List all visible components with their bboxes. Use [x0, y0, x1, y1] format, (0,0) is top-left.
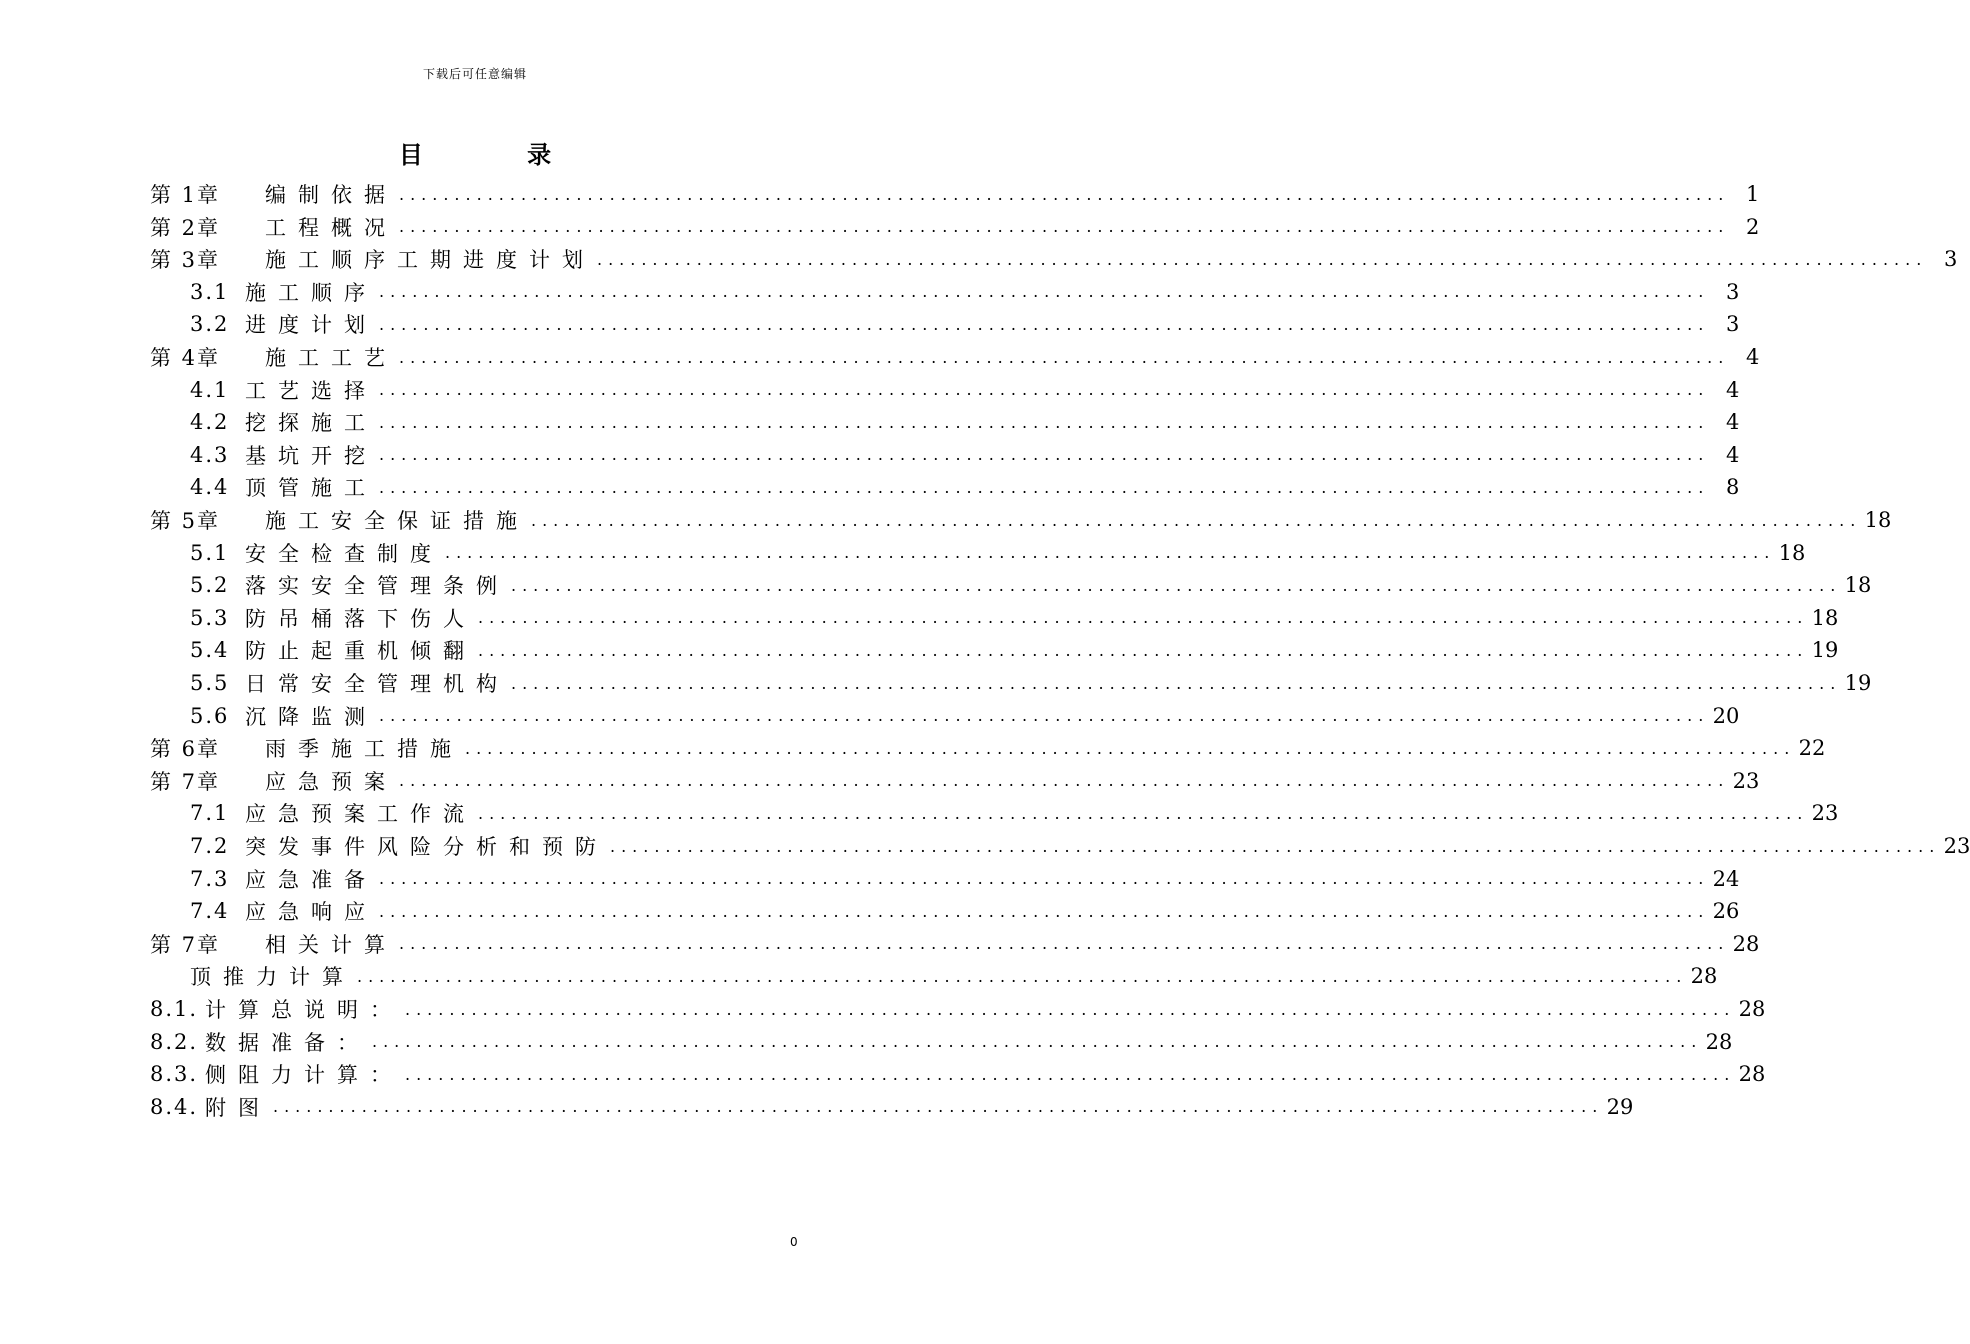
toc-leader-dots: ........................................................................................................................	[511, 575, 1842, 595]
toc-entry[interactable]	[190, 863, 1740, 895]
toc-entry-page: 3	[1943, 247, 1958, 272]
toc-entry-page: 19	[1811, 638, 1839, 663]
toc-entry-number: 7.2	[190, 834, 230, 858]
toc-entry-label: 应急响应	[245, 900, 377, 925]
page-number: 0	[790, 1235, 798, 1249]
toc-leader-dots: ........................................................................................................................	[405, 999, 1736, 1019]
toc-entry-number: 第 7章	[150, 932, 221, 957]
toc-entry[interactable]	[150, 732, 1826, 764]
toc-entry-label: 应急预案工作流	[245, 802, 476, 827]
toc-entry-page: 28	[1690, 964, 1718, 989]
toc-leader-dots: ........................................................................................................................	[531, 510, 1862, 530]
toc-leader-dots: ........................................................................................................................	[399, 217, 1730, 237]
toc-entry[interactable]	[150, 341, 1760, 373]
toc-entry-number: 第 1章	[150, 183, 221, 207]
toc-entry-label: 日常安全管理机构	[245, 672, 509, 696]
toc-leader-dots: ........................................................................................................................	[379, 445, 1710, 465]
toc-leader-dots: ........................................................................................................................	[372, 1032, 1703, 1052]
toc-entry[interactable]	[190, 569, 1872, 601]
toc-entry-number: 4.3	[190, 442, 230, 467]
toc-entry-label: 顶推力计算	[190, 965, 355, 990]
toc-entry[interactable]	[190, 374, 1740, 406]
toc-entry-label: 防止起重机倾翻	[245, 639, 476, 664]
toc-entry-label: 沉降监测	[245, 704, 377, 729]
toc-entry[interactable]	[190, 700, 1740, 732]
toc-entry-page: 4	[1725, 377, 1740, 402]
toc-leader-dots: ........................................................................................................................	[399, 934, 1730, 954]
toc-entry[interactable]	[150, 243, 1958, 275]
toc-leader-dots: ........................................................................................................................	[379, 412, 1710, 432]
toc-entry-page: 3	[1725, 312, 1740, 337]
toc-entry-label: 侧阻力计算：	[205, 1063, 403, 1088]
toc-entry-label: 安全检查制度	[245, 541, 443, 566]
toc-entry-page: 26	[1712, 899, 1740, 924]
toc-entry-label: 工艺选择	[245, 378, 377, 403]
toc-entry[interactable]	[190, 634, 1839, 666]
toc-entry-number: 4.4	[190, 475, 230, 500]
toc-entry[interactable]	[150, 1026, 1733, 1058]
toc-entry-label: 基坑开挖	[245, 443, 377, 468]
toc-entry-page: 4	[1745, 345, 1760, 369]
toc-entry[interactable]	[190, 830, 1970, 862]
toc-entry[interactable]	[150, 178, 1760, 210]
toc-entry[interactable]	[190, 895, 1740, 927]
toc-entry[interactable]	[150, 1058, 1766, 1090]
toc-entry-page: 28	[1738, 997, 1766, 1021]
toc-entry-number: 4.1	[190, 377, 230, 402]
toc-entry-label: 进度计划	[245, 313, 377, 338]
toc-entry-page: 23	[1943, 834, 1970, 858]
toc-entry-page: 3	[1725, 279, 1740, 304]
toc-entry-page: 20	[1712, 703, 1740, 728]
toc-entry-number: 第 4章	[150, 346, 221, 370]
toc-entry-page: 18	[1778, 540, 1806, 565]
toc-entry[interactable]	[150, 993, 1766, 1025]
toc-leader-dots: ........................................................................................................................	[405, 1064, 1736, 1084]
toc-entry-label: 落实安全管理条例	[245, 574, 509, 599]
toc-entry[interactable]	[150, 765, 1760, 797]
toc-leader-dots: ........................................................................................................................	[379, 477, 1710, 497]
toc-entry-number: 5.2	[190, 573, 230, 598]
toc-entry[interactable]	[190, 406, 1740, 438]
toc-entry[interactable]	[190, 439, 1740, 471]
toc-entry-number: 5.1	[190, 540, 230, 565]
toc-entry-number: 7.4	[190, 899, 230, 924]
toc-entry-label: 顶管施工	[245, 476, 377, 501]
toc-entry-page: 18	[1864, 508, 1892, 532]
toc-entry-page: 19	[1844, 671, 1872, 695]
toc-entry-page: 24	[1712, 866, 1740, 891]
toc-entry-number: 7.1	[190, 801, 230, 826]
toc-entry[interactable]	[190, 602, 1839, 634]
toc-entry-number: 第 6章	[150, 737, 221, 762]
toc-entry-page: 1	[1745, 182, 1760, 206]
toc-entry[interactable]	[150, 1091, 1634, 1123]
toc-leader-dots: ........................................................................................................................	[379, 380, 1710, 400]
toc-entry-number: 5.5	[190, 671, 230, 695]
toc-entry-page: 8	[1725, 475, 1740, 500]
toc-entry-page: 4	[1725, 410, 1740, 435]
toc-leader-dots: ........................................................................................................................	[379, 706, 1710, 726]
toc-leader-dots: ........................................................................................................................	[478, 803, 1809, 823]
toc-leader-dots: ........................................................................................................................	[399, 184, 1730, 204]
toc-entry-label: 突发事件风险分析和预防	[245, 835, 608, 859]
toc-leader-dots: ........................................................................................................................	[357, 966, 1688, 986]
toc-entry-number: 5.4	[190, 638, 230, 663]
toc-leader-dots: ........................................................................................................................	[379, 901, 1710, 921]
toc-entry-page: 2	[1745, 214, 1760, 239]
toc-leader-dots: ........................................................................................................................	[273, 1097, 1604, 1117]
toc-leader-dots: ........................................................................................................................	[511, 673, 1842, 693]
toc-entry-page: 18	[1844, 573, 1872, 598]
toc-leader-dots: ........................................................................................................................	[379, 282, 1710, 302]
toc-entry-number: 8.2.	[150, 1029, 199, 1054]
toc-entry[interactable]	[190, 960, 1718, 992]
toc-leader-dots: ........................................................................................................................	[399, 347, 1730, 367]
toc-leader-dots: ........................................................................................................................	[597, 249, 1928, 269]
toc-entry[interactable]	[190, 471, 1740, 503]
toc-entry-number: 第 5章	[150, 509, 221, 533]
toc-entry[interactable]	[190, 276, 1740, 308]
toc-entry-page: 28	[1732, 931, 1760, 956]
toc-entry-label: 数据准备：	[205, 1030, 370, 1055]
toc-entry[interactable]	[190, 537, 1806, 569]
toc-leader-dots: ........................................................................................................................	[379, 314, 1710, 334]
toc-entry-page: 23	[1811, 801, 1839, 826]
toc-entry-label: 施工工艺	[265, 346, 397, 370]
toc-entry-label: 施工安全保证措施	[265, 509, 529, 533]
toc-entry[interactable]	[150, 211, 1760, 243]
toc-entry-page: 4	[1725, 442, 1740, 467]
toc-entry-label: 挖探施工	[245, 411, 377, 436]
toc-entry-number: 5.3	[190, 605, 230, 630]
toc-entry-number: 3.1	[190, 279, 230, 304]
toc-leader-dots: ........................................................................................................................	[399, 771, 1730, 791]
toc-entry-page: 28	[1705, 1029, 1733, 1054]
toc-leader-dots: ........................................................................................................................	[478, 640, 1809, 660]
toc-entry-number: 第 7章	[150, 769, 221, 794]
toc-entry-label: 相关计算	[265, 932, 397, 957]
toc-entry-number: 第 2章	[150, 215, 221, 240]
toc-entry-page: 18	[1811, 605, 1839, 630]
toc-entry-label: 编制依据	[265, 183, 397, 207]
toc-leader-dots: ........................................................................................................................	[445, 543, 1776, 563]
toc-leader-dots: ........................................................................................................................	[379, 869, 1710, 889]
toc-entry-number: 第 3章	[150, 248, 221, 273]
toc-entry-number: 4.2	[190, 410, 230, 435]
toc-entry-page: 28	[1738, 1062, 1766, 1087]
toc-entry-label: 计算总说明：	[205, 998, 403, 1022]
toc-entry-label: 附图	[205, 1095, 271, 1120]
toc-entry-page: 23	[1732, 768, 1760, 793]
toc-entry-label: 防吊桶落下伤人	[245, 606, 476, 631]
toc-entry-number: 3.2	[190, 312, 230, 337]
toc-entry-number: 8.1.	[150, 997, 199, 1021]
toc-entry-page: 29	[1606, 1094, 1634, 1119]
toc-entry[interactable]	[190, 797, 1839, 829]
toc-entry-label: 工程概况	[265, 215, 397, 240]
toc-entry-number: 8.3.	[150, 1062, 199, 1087]
toc-entry-label: 应急预案	[265, 769, 397, 794]
toc-entry-label: 雨季施工措施	[265, 737, 463, 762]
toc-entry-label: 施工顺序工期进度计划	[265, 248, 595, 273]
page-title: 目 录	[398, 140, 600, 169]
page-header: 下载后可任意编辑	[422, 67, 527, 81]
toc-entry-number: 5.6	[190, 703, 230, 728]
toc-entry-label: 应急准备	[245, 867, 377, 892]
toc-entry-number: 7.3	[190, 866, 230, 891]
toc-leader-dots: ........................................................................................................................	[465, 738, 1796, 758]
toc-leader-dots: ........................................................................................................................	[478, 608, 1809, 628]
toc-entry-label: 施工顺序	[245, 280, 377, 305]
toc-entry-number: 8.4.	[150, 1094, 199, 1119]
toc-leader-dots: ........................................................................................................................	[610, 836, 1941, 856]
toc-entry[interactable]	[190, 667, 1872, 699]
toc-entry-page: 22	[1798, 736, 1826, 761]
toc-entry[interactable]	[150, 928, 1760, 960]
toc-entry[interactable]	[190, 308, 1740, 340]
toc-entry[interactable]	[150, 504, 1892, 536]
